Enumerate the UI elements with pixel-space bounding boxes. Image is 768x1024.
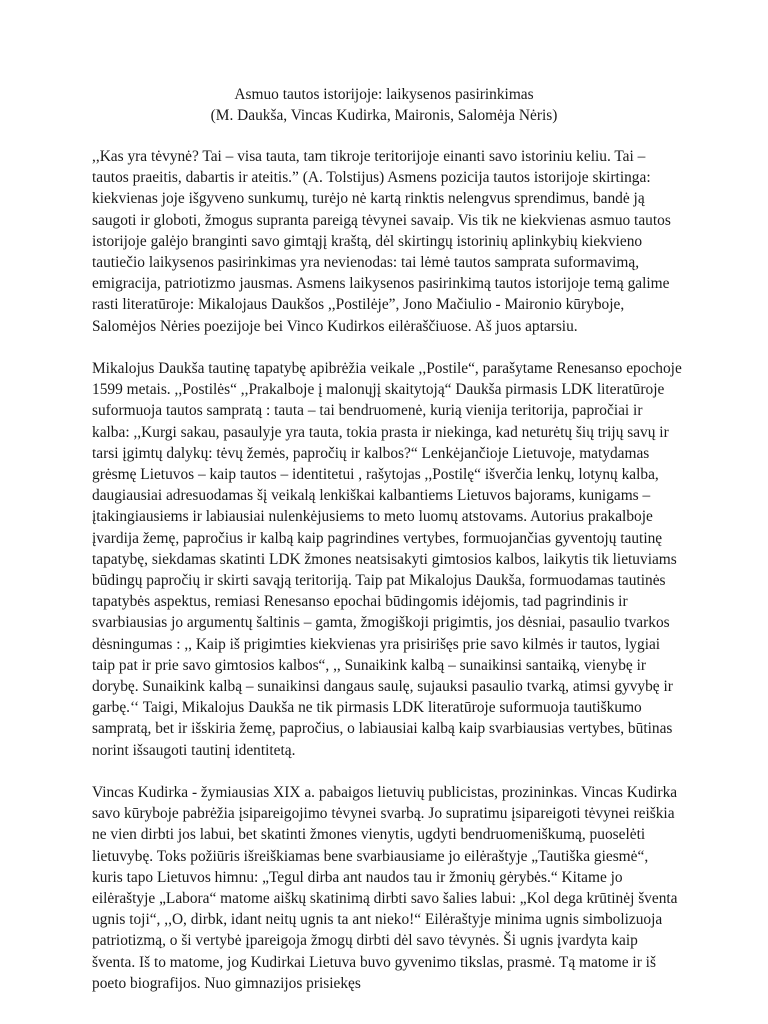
document-title	[92, 84, 676, 126]
title-line-2: (M. Daukša, Vincas Kudirka, Maironis, Salomėja Nėris)	[210, 107, 558, 124]
document-body	[92, 146, 682, 994]
paragraph-kudirka: Vincas Kudirka - žymiausias XIX a. pabaigos lietuvių publicistas, prozininkas. Vincas Kudirka savo kūryboje pabrėžia įsipareigojimo tėvynei svarbą. Jo supratimu įsipareigoti tėvynei reiškia ne vien dirbti jos labui, bet skatinti žmones vienytis, ugdyti bendruomeniškumą, puoselėti lietuvybę. Toks požiūris išreiškiamas bene svarbiausiame jo eilėraštyje „Tautiška giesmė“, kuris tapo Lietuvos himnu: „Tegul dirba ant naudos tau ir žmonių gėrybės.“ Kitame jo eilėraštyje „Labora“ matome aiškų skatinimą dirbti savo šalies labui: „Kol dega krūtinėj šventa ugnis toji“, ,,O, dirbk, idant neitų ugnis ta ant nieko!“ Eilėraštyje minima ugnis simbolizuoja patriotizmą, o ši vertybė įpareigoja žmogų dirbti dėl savo tėvynės. Ši ugnis įvardyta kaip šventa. Iš to matome, jog Kudirkai Lietuva buvo gyvenimo tikslas, prasmė. Tą matome ir iš poeto biografijos. Nuo gimnazijos prisiekęs	[92, 784, 678, 992]
paragraph-dauksa: Mikalojus Daukša tautinę tapatybę apibrėžia veikale ,,Postile“, parašytame Renesanso epochoje 1599 metais. ,,Postilės“ ,,Prakalboje į malonųjį skaitytoją“ Daukša pirmasis LDK literatūroje suformuoja tautos sampratą : tauta – tai bendruomenė, kurią vienija teritorija, papročiai ir kalba: ,,Kurgi sakau, pasaulyje yra tauta, tokia prasta ir niekinga, kad neturėtų šių trijų savų ir tarsi įgimtų dalykų: tėvų žemės, papročių ir kalbos?“ Lenkėjančioje Lietuvoje, matydamas grėsmę Lietuvos – kaip tautos – identitetui , rašytojas ,,Postilę“ išverčia lenkų, lotynų kalba, daugiausiai adresuodamas šį veikalą lenkiškai kalbantiems Lietuvos bajorams, kunigams – įtakingiausiems ir labiausiai nulenkėjusiems to meto luomų atstovams. Autorius prakalboje įvardija žemę, papročius ir kalbą kaip pagrindines vertybes, formuojančias gyventojų tautinę tapatybę, siekdamas skatinti LDK žmones neatsisakyti gimtosios kalbos, laikytis tik lietuviams būdingų papročių ir skirti savąją teritoriją. Taip pat Mikalojus Daukša, formuodamas tautinės tapatybės aspektus, remiasi Renesanso epochai būdingomis idėjomis, tad pagrindinis ir svarbiausias jo argumentų šaltinis – gamta, žmogiškoji prigimtis, jos dėsniai, pasaulio tvarkos dėsningumas : ,, Kaip iš prigimties kiekvienas yra prisirišęs prie savo kilmės ir tautos, lygiai taip pat ir prie savo gimtosios kalbos“, ,, Sunaikink kalbą – sunaikinsi santaiką, vienybę ir dorybę. Sunaikink kalbą – sunaikinsi dangaus saulę, sujauksi pasaulio tvarką, atimsi gyvybę ir garbę.‘‘ Taigi, Mikalojus Daukša ne tik pirmasis LDK literatūroje suformuoja tautiškumo sampratą, bet ir išskiria žemę, papročius, o labiausiai kalbą kaip svarbiausias vertybes, būtinas norint išsaugoti tautinį identitetą.	[92, 360, 682, 759]
title-line-1: Asmuo tautos istorijoje: laikysenos pasirinkimas	[234, 86, 534, 103]
paragraph-intro: ,,Kas yra tėvynė? Tai – visa tauta, tam tikroje teritorijoje einanti savo istoriniu keliu. Tai – tautos praeitis, dabartis ir ateitis.” (A. Tolstijus) Asmens pozicija tautos istorijoje skirtinga: kiekvienas joje išgyveno sunkumų, turėjo nė kartą rinktis nelengvus sprendimus, bandė ją saugoti ir globoti, žmogus supranta pareigą tėvynei savaip. Vis tik ne kiekvienas asmuo tautos istorijoje galėjo branginti savo gimtąjį kraštą, dėl skirtingų istorinių aplinkybių kiekvieno tautiečio laikysenos pasirinkimas yra nevienodas: tai lėmė tautos samprata suformavimą, emigracija, patriotizmo jausmas. Asmens laikysenos pasirinkimą tautos istorijoje temą galime rasti literatūroje: Mikalojaus Daukšos ,,Postilėje”, Jono Mačiulio - Maironio kūryboje, Salomėjos Nėries poezijoje bei Vinco Kudirkos eilėraščiuose. Aš juos aptarsiu.	[92, 148, 671, 335]
